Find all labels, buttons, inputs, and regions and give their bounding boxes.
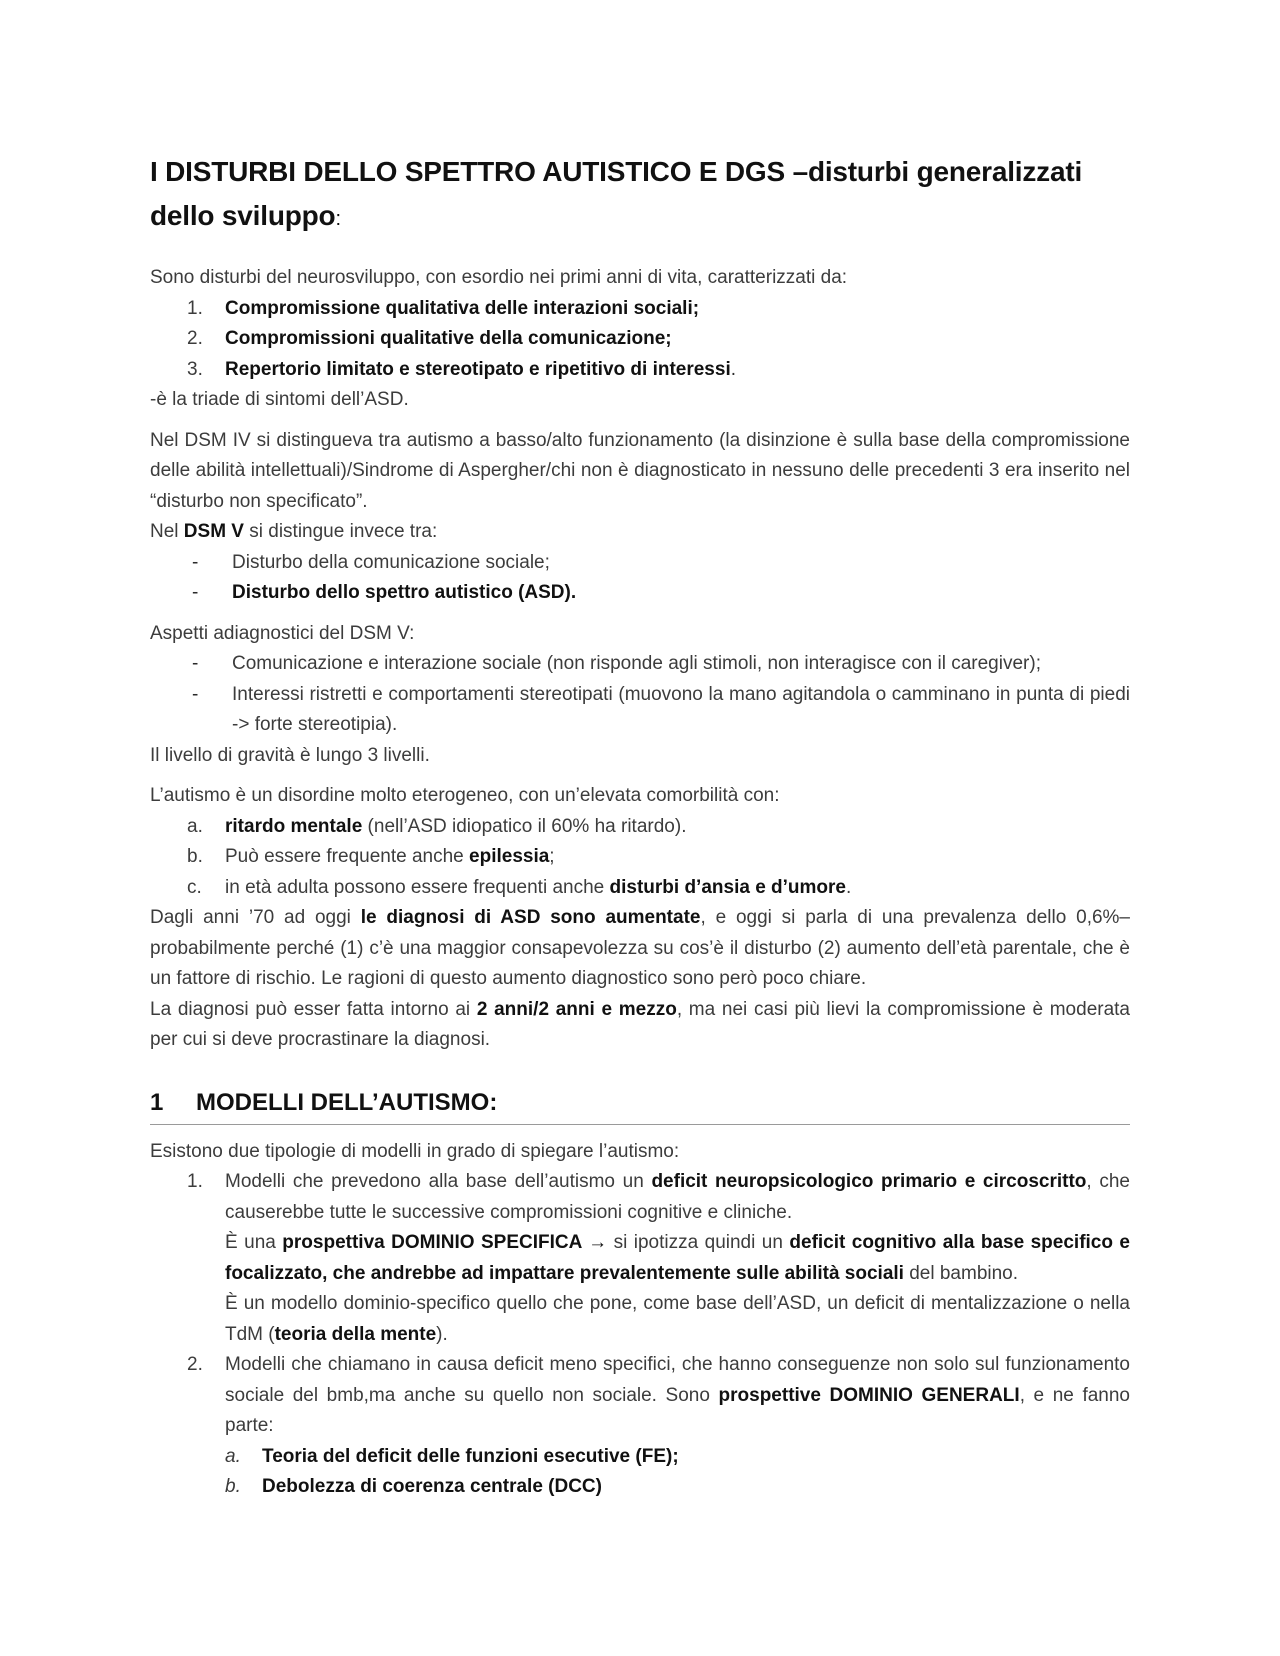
list-item-text: Comunicazione e interazione sociale (non risponde agli stimoli, non interagisce con il caregiver); (232, 653, 1041, 674)
comorb-list (150, 812, 1130, 904)
bold-span: deficit cognitivo alla base specifico e focalizzato, che andrebbe ad impattare prevalentemente sulle abilità sociali (225, 1232, 1130, 1284)
list-number: 2. (187, 328, 203, 349)
list-number: 3. (187, 358, 203, 380)
section-title: MODELLI DELL’AUTISMO: (196, 1088, 498, 1116)
list-item (150, 294, 1130, 325)
bold-span: prospettiva DOMINIO SPECIFICA → (282, 1232, 608, 1253)
list-item-tail: . (730, 358, 736, 380)
model1-p3 (225, 1289, 1130, 1350)
text-span: È un modello dominio-specifico quello che pone, come base dell’ASD, un deficit di mentalizzazione o nella TdM ( (225, 1293, 1130, 1345)
text-span: , e oggi si parla di una prevalenza dello 0,6%– probabilmente perché (1) c’è una maggior consapevolezza su cos’è il disturbo (2) aumento dell’età parentale, che è un fattore di rischio. Le ragioni di questo aumento diagnostico sono però poco chiare. (150, 907, 1131, 989)
dsm5-list (150, 548, 1130, 609)
list-item-text: Disturbo dello spettro autistico (ASD). (232, 582, 577, 603)
list-item (150, 649, 1130, 680)
gravita-paragraph: Il livello di gravità è lungo 3 livelli. (150, 744, 430, 766)
text-span: . (846, 876, 852, 898)
list-item (150, 873, 1130, 904)
bold-span: DSM V (183, 521, 244, 542)
triad-list (150, 294, 1130, 386)
bold-span: ritardo mentale (225, 815, 363, 837)
list-item (150, 324, 1130, 355)
list-letter: a. (225, 1445, 241, 1467)
list-number: 1. (187, 297, 203, 319)
list-item (150, 842, 1130, 873)
text-span: in età adulta possono essere frequenti anche (225, 876, 610, 898)
list-bullet: - (192, 551, 199, 573)
list-item (150, 355, 1130, 386)
list-item (150, 1350, 1130, 1503)
list-item-text: Repertorio limitato e stereotipato e ripetitivo di interessi (225, 358, 731, 380)
list-item-text: Compromissione qualitativa delle interazioni sociali; (225, 297, 700, 319)
list-item-text: Interessi ristretti e comportamenti stereotipati (muovono la mano agitandola o camminano in punta di piedi -> forte stereotipia). (232, 683, 1130, 735)
list-item (150, 548, 1130, 579)
list-number: a. (187, 815, 203, 837)
bold-span: teoria della mente (274, 1323, 437, 1345)
model1-p2 (225, 1228, 1130, 1289)
list-item-text: Compromissioni qualitative della comunicazione; (225, 328, 672, 349)
text-span: È una (225, 1232, 283, 1253)
text-span: , ma nei casi più lievi la compromissione è moderata per cui si deve procrastinare la diagnosi. (150, 998, 1130, 1050)
bold-span: disturbi d’ansia e d’umore (609, 876, 846, 898)
model2-sublist (150, 1442, 1130, 1503)
list-number: 2. (187, 1354, 203, 1375)
list-letter: b. (225, 1476, 241, 1497)
text-span: Può essere frequente anche (225, 846, 470, 867)
list-item (150, 680, 1130, 741)
aspetti-list (150, 649, 1130, 741)
list-item (150, 812, 1130, 843)
text-span: si ipotizza quindi un (607, 1232, 790, 1253)
model1-p1 (225, 1167, 1130, 1228)
section-heading (150, 1086, 1130, 1125)
text-span: La diagnosi può esser fatta intorno ai (150, 998, 477, 1020)
list-item (150, 1442, 1130, 1473)
list-number: c. (187, 876, 202, 898)
bold-span: le diagnosi di ASD sono aumentate (360, 907, 701, 928)
triad-note: -è la triade di sintomi dell’ASD. (150, 389, 409, 410)
list-bullet: - (192, 653, 199, 674)
page-title-colon: : (335, 208, 341, 230)
model2-p1 (225, 1350, 1130, 1442)
comorb-paragraph: L’autismo è un disordine molto eterogeneo, con un’elevata comorbilità con: (150, 785, 780, 806)
text-span: , che causerebbe tutte le successive compromissioni cognitive e cliniche. (225, 1171, 1130, 1223)
list-item (150, 578, 1130, 609)
text-span: ). (436, 1323, 448, 1345)
text-span: Nel (150, 521, 184, 542)
text-span: Modelli che prevedono alla base dell’autismo un (225, 1171, 652, 1192)
dsm5-paragraph (150, 517, 1130, 548)
list-item-text: Debolezza di coerenza centrale (DCC) (262, 1476, 602, 1497)
section-number: 1 (150, 1088, 164, 1116)
text-span: (nell’ASD idiopatico il 60% ha ritardo). (362, 815, 687, 837)
list-number: b. (187, 846, 203, 867)
page-title-text: I DISTURBI DELLO SPETTRO AUTISTICO E DGS –disturbi generalizzati dello sviluppo (150, 156, 1083, 231)
bold-span: 2 anni/2 anni e mezzo (476, 998, 677, 1020)
list-item-text: Teoria del deficit delle funzioni esecutive (FE); (262, 1445, 679, 1467)
text-span: si distingue invece tra: (243, 521, 438, 542)
list-bullet: - (192, 582, 199, 603)
models-list (150, 1167, 1130, 1503)
page-title (150, 150, 1130, 241)
diagnosis-paragraph (150, 995, 1130, 1056)
bold-span: prospettive DOMINIO GENERALI (718, 1384, 1020, 1406)
text-span: Modelli che chiamano in causa deficit meno specifici, che hanno conseguenze non solo sul funzionamento sociale del bmb,ma anche su quello non sociale. Sono (225, 1354, 1130, 1406)
text-span: , e ne fanno parte: (225, 1384, 1130, 1436)
document-page (150, 150, 1130, 1503)
dsm4-paragraph: Nel DSM IV si distingueva tra autismo a basso/alto funzionamento (la disinzione è sulla base della compromissione delle abilità intellettuali)/Sindrome di Aspergher/chi non è diagnosticato in nessuno delle precedenti 3 era inserito nel “disturbo non specificato”. (150, 429, 1130, 512)
text-span: del bambino. (903, 1262, 1019, 1284)
prevalence-paragraph (150, 903, 1130, 995)
intro-paragraph: Sono disturbi del neurosviluppo, con esordio nei primi anni di vita, caratterizzati da: (150, 267, 848, 288)
models-intro: Esistono due tipologie di modelli in grado di spiegare l’autismo: (150, 1140, 680, 1162)
aspetti-heading: Aspetti adiagnostici del DSM V: (150, 622, 415, 644)
list-item (150, 1167, 1130, 1350)
list-item-text: Disturbo della comunicazione sociale; (232, 551, 550, 573)
bold-span: epilessia (469, 846, 550, 867)
list-bullet: - (192, 683, 199, 705)
text-span: ; (549, 846, 555, 867)
list-item (150, 1472, 1130, 1503)
list-number: 1. (187, 1171, 203, 1192)
bold-span: deficit neuropsicologico primario e circoscritto (651, 1171, 1087, 1192)
text-span: Dagli anni ’70 ad oggi (150, 907, 361, 928)
